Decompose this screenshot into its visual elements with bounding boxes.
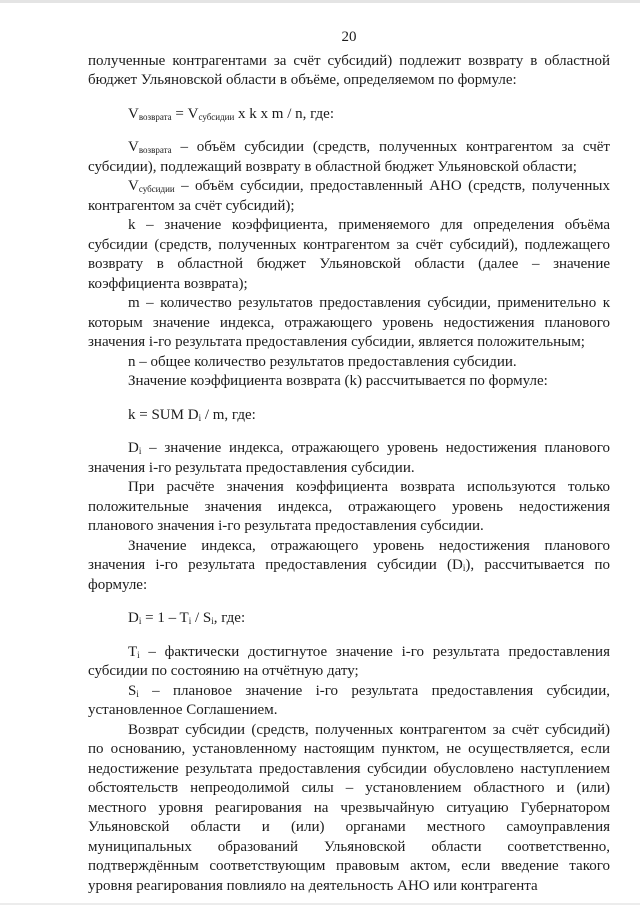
return-exception-paragraph: Возврат субсидии (средств, полученных контрагентом за счёт субсидий) по основанию, установленному настоящим пунктом, не осуществляется, если недостижение результата предоставления субсидии обусловлено наступлением обстоятельств непреодолимой силы – установлением областного и (или) местного уровня реагирования на чрезвычайную ситуацию Губернатором Ульяновской области и (или) органами местного самоуправления муниципальных образований Ульяновской области соответственно, подтверждённым соответствующим правовым актом, если введение такого уровня реагирования повлияло на деятельность АНО или контрагента xyxy=(88,721,610,894)
definition-v-return: $V_{возврата}$ – объём субсидии (средств, полученных контрагентом за счёт субсидии), подлежащий возврату в областной бюджет Ульяновской области; xyxy=(88,139,610,175)
calculation-note-paragraph: При расчёте значения коэффициента возврата используются только положительные значения индекса, отражающего уровень недостижения планового значения i-го результата предоставления субсидии. xyxy=(88,479,610,534)
definition-n: n – общее количество результатов предоставления субсидии. xyxy=(128,353,517,370)
definition-s: $S_i$ – плановое значение i-го результата предоставления субсидии, установленное Соглашением. xyxy=(88,682,610,718)
intro-paragraph: полученные контрагентами за счёт субсидий) подлежит возврату в областной бюджет Ульяновской области в объёме, определяемом по формуле: xyxy=(88,52,610,88)
coefficient-paragraph: Значение коэффициента возврата (k) рассчитывается по формуле: xyxy=(128,373,548,389)
formula-index: $D_i = 1 - T_i / S_i$, где: xyxy=(128,610,246,626)
definition-k: k – значение коэффициента, применяемого для определения объёма субсидии (средств, полученных контрагентом за счёт субсидий), подлежащего возврату в областной бюджет Ульяновской области (далее – значение коэффициента возврата); xyxy=(88,217,610,292)
scan-edge xyxy=(0,0,640,3)
formula-coefficient: k = SUM $D_i$ / m, где: xyxy=(128,406,256,423)
page-number: 20 xyxy=(341,29,357,45)
definition-m: m – количество результатов предоставления субсидии, применительно к которым значение индекса, отражающего уровень недостижения планового значения i-го результата предоставления субсидии, является положительным; xyxy=(88,295,610,350)
definition-v-subsidy: $V_{субсидии}$ – объём субсидии, предоставленный АНО (средств, полученных контрагентом за счёт субсидий); xyxy=(88,178,610,214)
definition-d: $D_i$ – значение индекса, отражающего уровень недостижения планового значения i-го результата предоставления субсидии. xyxy=(88,440,610,476)
formula-return-volume: $V_{возврата} = V_{субсидии}$ x k x m / n, где: xyxy=(128,105,334,122)
index-paragraph: Значение индекса, отражающего уровень недостижения планового значения i-го результата предоставления субсидии $(D_i)$, рассчитывается по формуле: xyxy=(88,537,610,593)
definition-t: $T_i$ – фактически достигнутое значение i-го результата предоставления субсидии по состоянию на отчётную дату; xyxy=(88,643,610,679)
